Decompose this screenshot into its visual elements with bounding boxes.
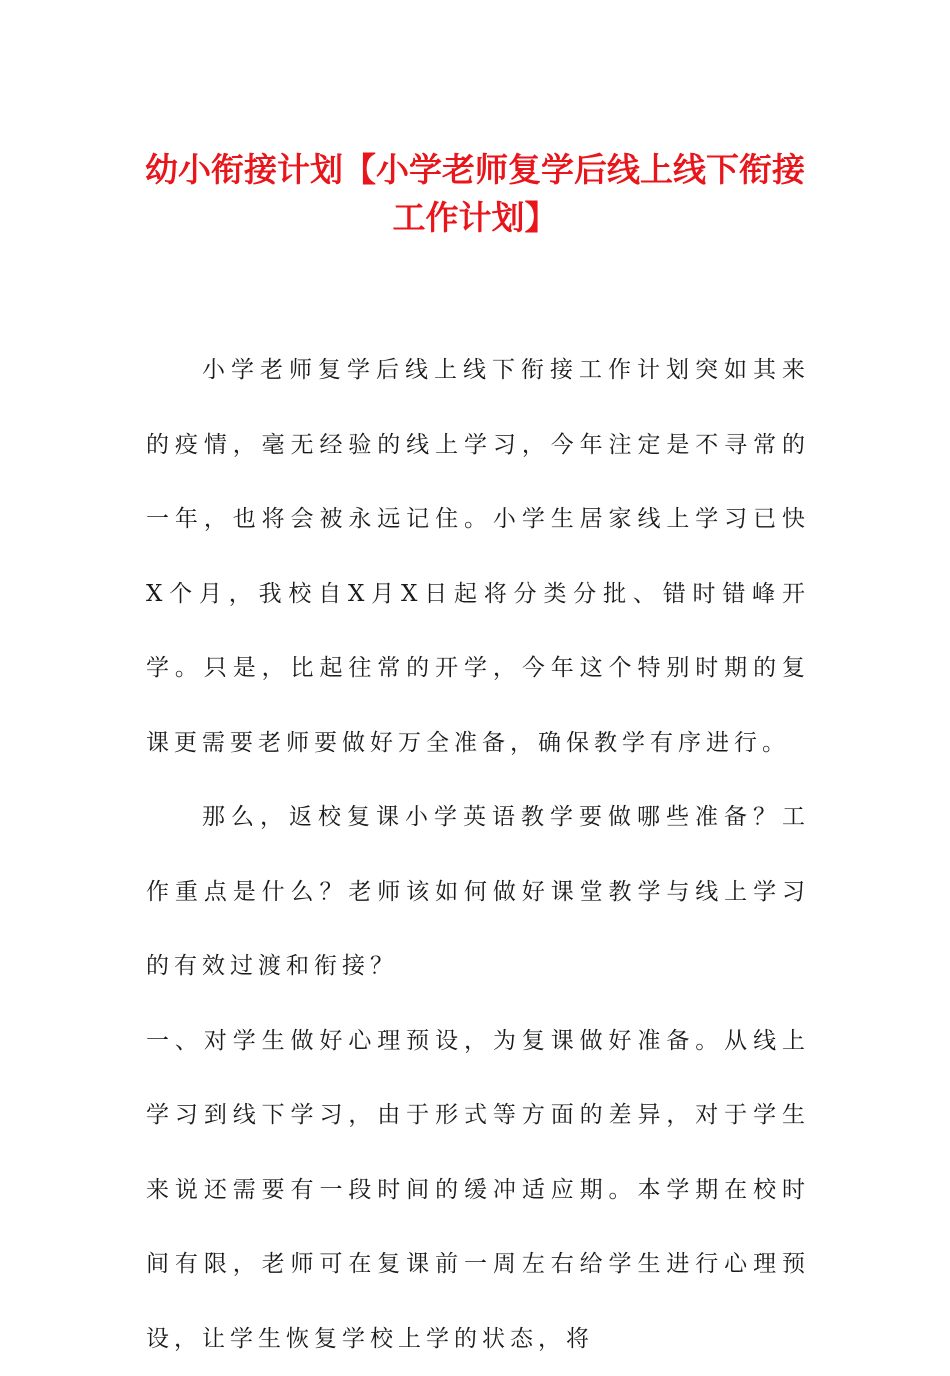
paragraph-1: 小学老师复学后线上线下衔接工作计划突如其来的疫情，毫无经验的线上学习，今年注定是不寻常的一年，也将会被永远记住。小学生居家线上学习已快X个月，我校自X月X日起将分类分批、错时错峰开学。只是，比起往常的开学，今年这个特别时期的复课更需要老师要做好万全准备，确保教学有序进行。 — [146, 333, 810, 780]
paragraph-3: 一、对学生做好心理预设，为复课做好准备。从线上学习到线下学习，由于形式等方面的差异，对于学生来说还需要有一段时间的缓冲适应期。本学期在校时间有限，老师可在复课前一周左右给学生进行心理预设，让学生恢复学校上学的状态，将 — [146, 1004, 810, 1376]
document-title: 幼小衔接计划【小学老师复学后线上线下衔接工作计划】 — [140, 146, 810, 242]
document-body — [146, 333, 810, 1376]
paragraph-2: 那么，返校复课小学英语教学要做哪些准备？工作重点是什么？老师该如何做好课堂教学与线上学习的有效过渡和衔接？ — [146, 780, 810, 1004]
